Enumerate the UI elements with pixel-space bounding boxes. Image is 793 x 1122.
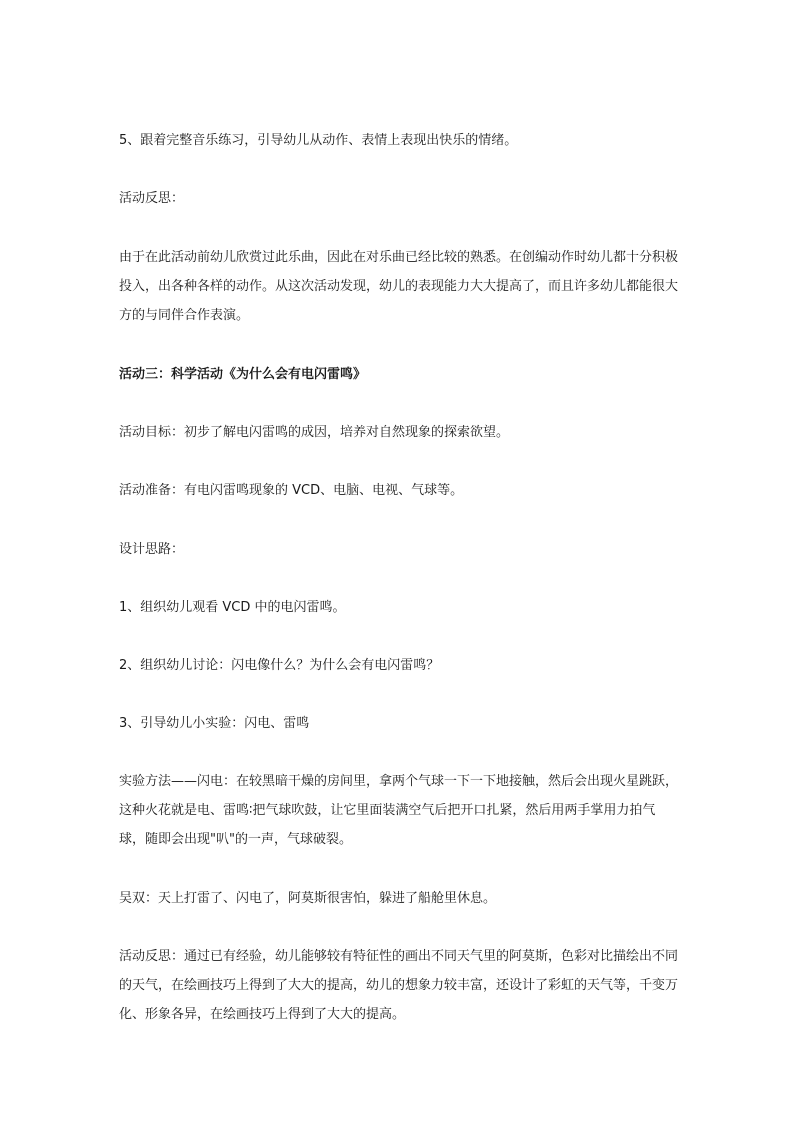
paragraph-reflection-heading: 活动反思： [119, 191, 185, 206]
paragraph-experiment-method: 实验方法——闪电：在较黑暗干燥的房间里，拿两个气球一下一下地接触，然后会出现火星跳跃，这种火花就是电、雷鸣∶把气球吹鼓，让它里面装满空气后把开口扎紧，然后用两手掌用力拍气球，随即会出现"叭"的一声，气球破裂。 [119, 774, 679, 847]
paragraph-activity-preparation: 活动准备：有电闪雷鸣现象的 VCD、电脑、电视、气球等。 [119, 483, 464, 498]
paragraph-step-2: 2、组织幼儿讨论：闪电像什么？为什么会有电闪雷鸣？ [119, 658, 440, 673]
paragraph-step-1: 1、组织幼儿观看 VCD 中的电闪雷鸣。 [119, 600, 346, 615]
paragraph-reflection-body: 由于在此活动前幼儿欣赏过此乐曲，因此在对乐曲已经比较的熟悉。在创编动作时幼儿都十分积极投入，出各种各样的动作。从这次活动发现，幼儿的表现能力大大提高了，而且许多幼儿都能很大方的与同伴合作表演。 [119, 250, 679, 323]
paragraph-wu-shuang: 吴双：天上打雷了、闪电了，阿莫斯很害怕，躲进了船舱里休息。 [119, 891, 497, 906]
section-heading-activity-three: 活动三：科学活动《为什么会有电闪雷鸣》 [119, 367, 367, 382]
paragraph-step-3: 3、引导幼儿小实验：闪电、雷鸣 [119, 716, 310, 731]
paragraph-final-reflection: 活动反思：通过已有经验，幼儿能够较有特征性的画出不同天气里的阿莫斯，色彩对比描绘出不同的天气，在绘画技巧上得到了大大的提高，幼儿的想象力较丰富，还设计了彩虹的天气等，千变万化、形象各异，在绘画技巧上得到了大大的提高。 [119, 949, 679, 1022]
paragraph-design-idea: 设计思路： [119, 542, 185, 557]
paragraph-activity-goal: 活动目标：初步了解电闪雷鸣的成因，培养对自然现象的探索欲望。 [119, 425, 510, 440]
paragraph-step-5: 5、跟着完整音乐练习，引导幼儿从动作、表情上表现出快乐的情绪。 [119, 133, 518, 148]
